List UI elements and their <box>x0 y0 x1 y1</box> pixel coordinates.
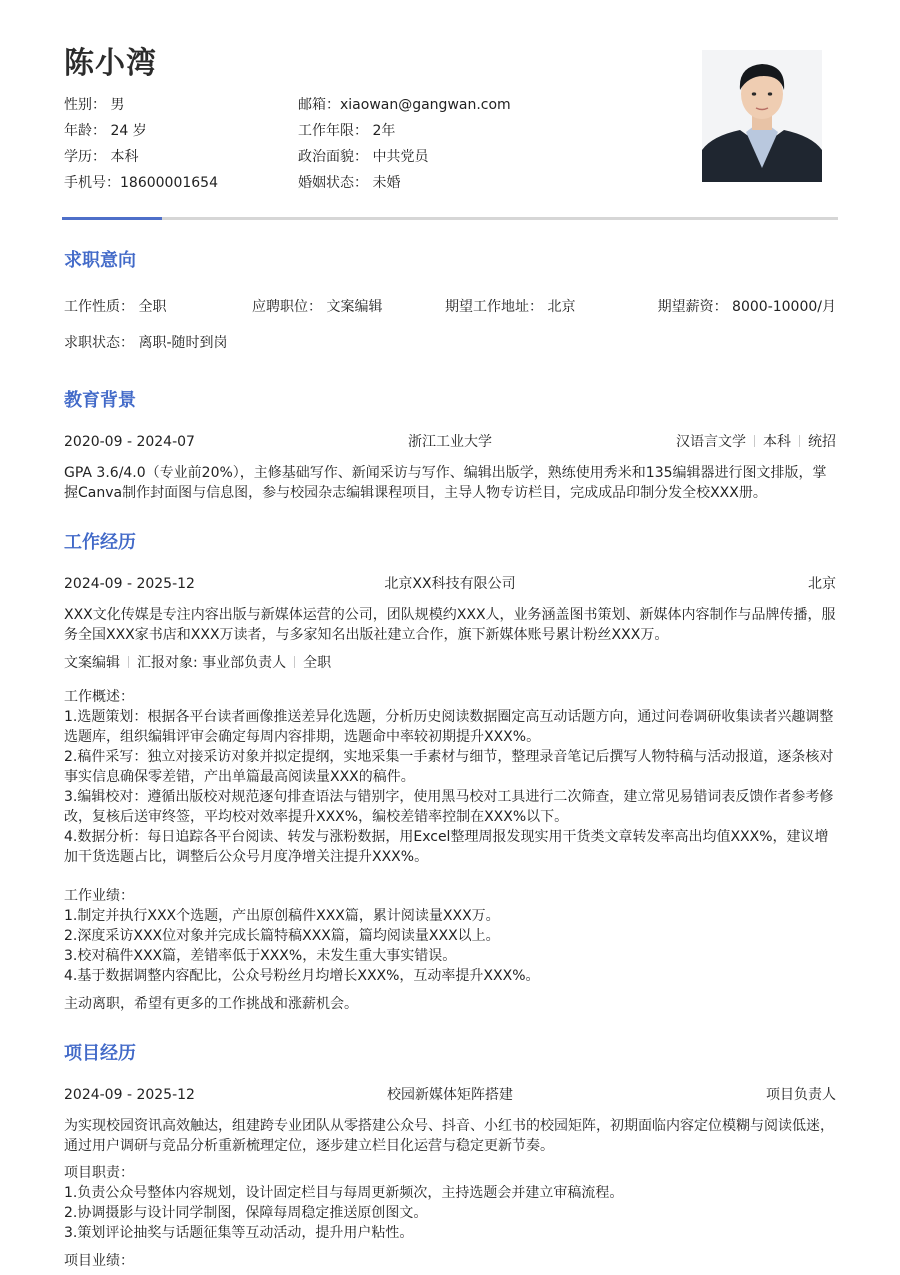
work-overview <box>64 687 836 867</box>
work-tags <box>64 653 836 673</box>
project-intro: 为实现校园资讯高效触达，组建跨专业团队从零搭建公众号、抖音、小红书的校园矩阵，初期面临内容定位模糊与阅读低迷，通过用户调研与竞品分析重新梳理定位，逐步建立栏目化运营与稳定更新节奏。 <box>64 1118 834 1154</box>
header-divider <box>62 217 838 220</box>
work-type-tag: 全职 <box>303 655 332 671</box>
candidate-name: 陈小湾 <box>64 46 157 81</box>
project-duties <box>64 1163 836 1243</box>
separator <box>799 435 800 447</box>
project-date: 2024-09 - 2025-12 <box>64 1087 195 1103</box>
work-header-row <box>64 574 836 594</box>
project-duty-item: 1.负责公众号整体内容规划，设计固定栏目与每周更新频次，主持选题会并建立审稿流程。 <box>64 1185 624 1201</box>
project-duties-label: 项目职责： <box>64 1165 134 1181</box>
work-company: 北京XX科技有限公司 <box>384 576 516 592</box>
education-degree: 本科 <box>763 434 791 450</box>
education-major: 汉语言文学 <box>676 434 746 450</box>
header-divider-accent <box>62 217 162 220</box>
education-level-field: 学历： 本科 <box>64 149 139 165</box>
separator <box>294 656 295 668</box>
work-overview-item: 2.稿件采写：独立对接采访对象并拟定提纲，实地采集一手素材与细节，整理录音笔记后撰写人物特稿与活动报道，逐条核对事实信息确保零差错，产出单篇最高阅读量XXX的稿件。 <box>64 749 834 785</box>
education-school: 浙江工业大学 <box>408 434 492 450</box>
marital-status-field: 婚姻状态： 未婚 <box>298 175 401 191</box>
age-field: 年龄： 24 岁 <box>64 123 147 139</box>
section-title-work: 工作经历 <box>64 532 136 553</box>
project-header-row <box>64 1085 836 1105</box>
work-result-item: 4.基于数据调整内容配比，公众号粉丝月均增长XXX%，互动率提升XXX%。 <box>64 968 540 984</box>
project-name: 校园新媒体矩阵搭建 <box>387 1087 513 1103</box>
separator <box>128 656 129 668</box>
work-result-item: 1.制定并执行XXX个选题，产出原创稿件XXX篇，累计阅读量XXX万。 <box>64 908 500 924</box>
education-tags <box>676 432 836 452</box>
project-role: 项目负责人 <box>766 1087 836 1103</box>
education-date: 2020-09 - 2024-07 <box>64 434 195 450</box>
work-results-label: 工作业绩： <box>64 888 134 904</box>
work-date: 2024-09 - 2025-12 <box>64 576 195 592</box>
work-overview-item: 3.编辑校对：遵循出版校对规范逐句排查语法与错别字，使用黑马校对工具进行二次筛查，建立常见易错词表反馈作者参考修改，复核后送审终签，平均校对效率提升XXX%，编校差错率控制在XXX%以下。 <box>64 789 834 825</box>
work-leave-reason: 主动离职，希望有更多的工作挑战和涨薪机会。 <box>64 996 358 1012</box>
work-years-field: 工作年限： 2年 <box>298 123 396 139</box>
work-result-item: 3.校对稿件XXX篇，差错率低于XXX%，未发生重大事实错误。 <box>64 948 457 964</box>
project-results-label: 项目业绩： <box>64 1253 134 1269</box>
project-duty-item: 3.策划评论抽奖与话题征集等互动活动，提升用户粘性。 <box>64 1225 414 1241</box>
work-title-tag: 文案编辑 <box>64 655 120 671</box>
work-city: 北京 <box>808 576 836 592</box>
phone-field: 手机号：18600001654 <box>64 175 218 191</box>
section-title-project: 项目经历 <box>64 1043 136 1064</box>
education-enrollment: 统招 <box>808 434 836 450</box>
work-results <box>64 886 836 986</box>
intent-job-type: 工作性质： 全职 <box>64 299 167 315</box>
work-report-tag: 汇报对象: 事业部负责人 <box>137 655 287 671</box>
intent-position: 应聘职位： 文案编辑 <box>252 299 383 315</box>
separator <box>754 435 755 447</box>
section-title-intent: 求职意向 <box>64 250 136 271</box>
education-description: GPA 3.6/4.0（专业前20%），主修基础写作、新闻采访与写作、编辑出版学，熟练使用秀米和135编辑器进行图文排版，掌握Canva制作封面图与信息图，参与校园杂志编辑课程项目，主导人物专访栏目，完成成品印制分发全校XXX册。 <box>64 465 827 501</box>
intent-location: 期望工作地址： 北京 <box>445 299 576 315</box>
work-overview-label: 工作概述： <box>64 689 134 705</box>
education-header-row <box>64 432 836 452</box>
intent-salary: 期望薪资： 8000-10000/月 <box>657 299 836 315</box>
intent-status: 求职状态： 离职-随时到岗 <box>64 335 228 351</box>
political-status-field: 政治面貌： 中共党员 <box>298 149 429 165</box>
work-company-intro: XXX文化传媒是专注内容出版与新媒体运营的公司，团队规模约XXX人，业务涵盖图书策划、新媒体内容制作与品牌传播，服务全国XXX家书店和XXX万读者，与多家知名出版社建立合作，旗下新媒体账号累计粉丝XXX万。 <box>64 607 836 643</box>
gender-field: 性别： 男 <box>64 97 125 113</box>
work-overview-item: 1.选题策划：根据各平台读者画像推送差异化选题，分析历史阅读数据圈定高互动话题方向，通过问卷调研收集读者兴趣调整选题库，组织编辑评审会确定每周内容排期，选题命中率较初期提升XXX%。 <box>64 709 834 745</box>
work-overview-item: 4.数据分析：每日追踪各平台阅读、转发与涨粉数据，用Excel整理周报发现实用干货类文章转发率高出均值XXX%，建议增加干货选题占比，调整后公众号月度净增关注提升XXX%。 <box>64 829 829 865</box>
project-duty-item: 2.协调摄影与设计同学制图，保障每周稳定推送原创图文。 <box>64 1205 428 1221</box>
work-result-item: 2.深度采访XXX位对象并完成长篇特稿XXX篇，篇均阅读量XXX以上。 <box>64 928 500 944</box>
email-field: 邮箱：xiaowan@gangwan.com <box>298 97 511 113</box>
section-title-education: 教育背景 <box>64 390 136 411</box>
profile-photo <box>702 50 822 182</box>
